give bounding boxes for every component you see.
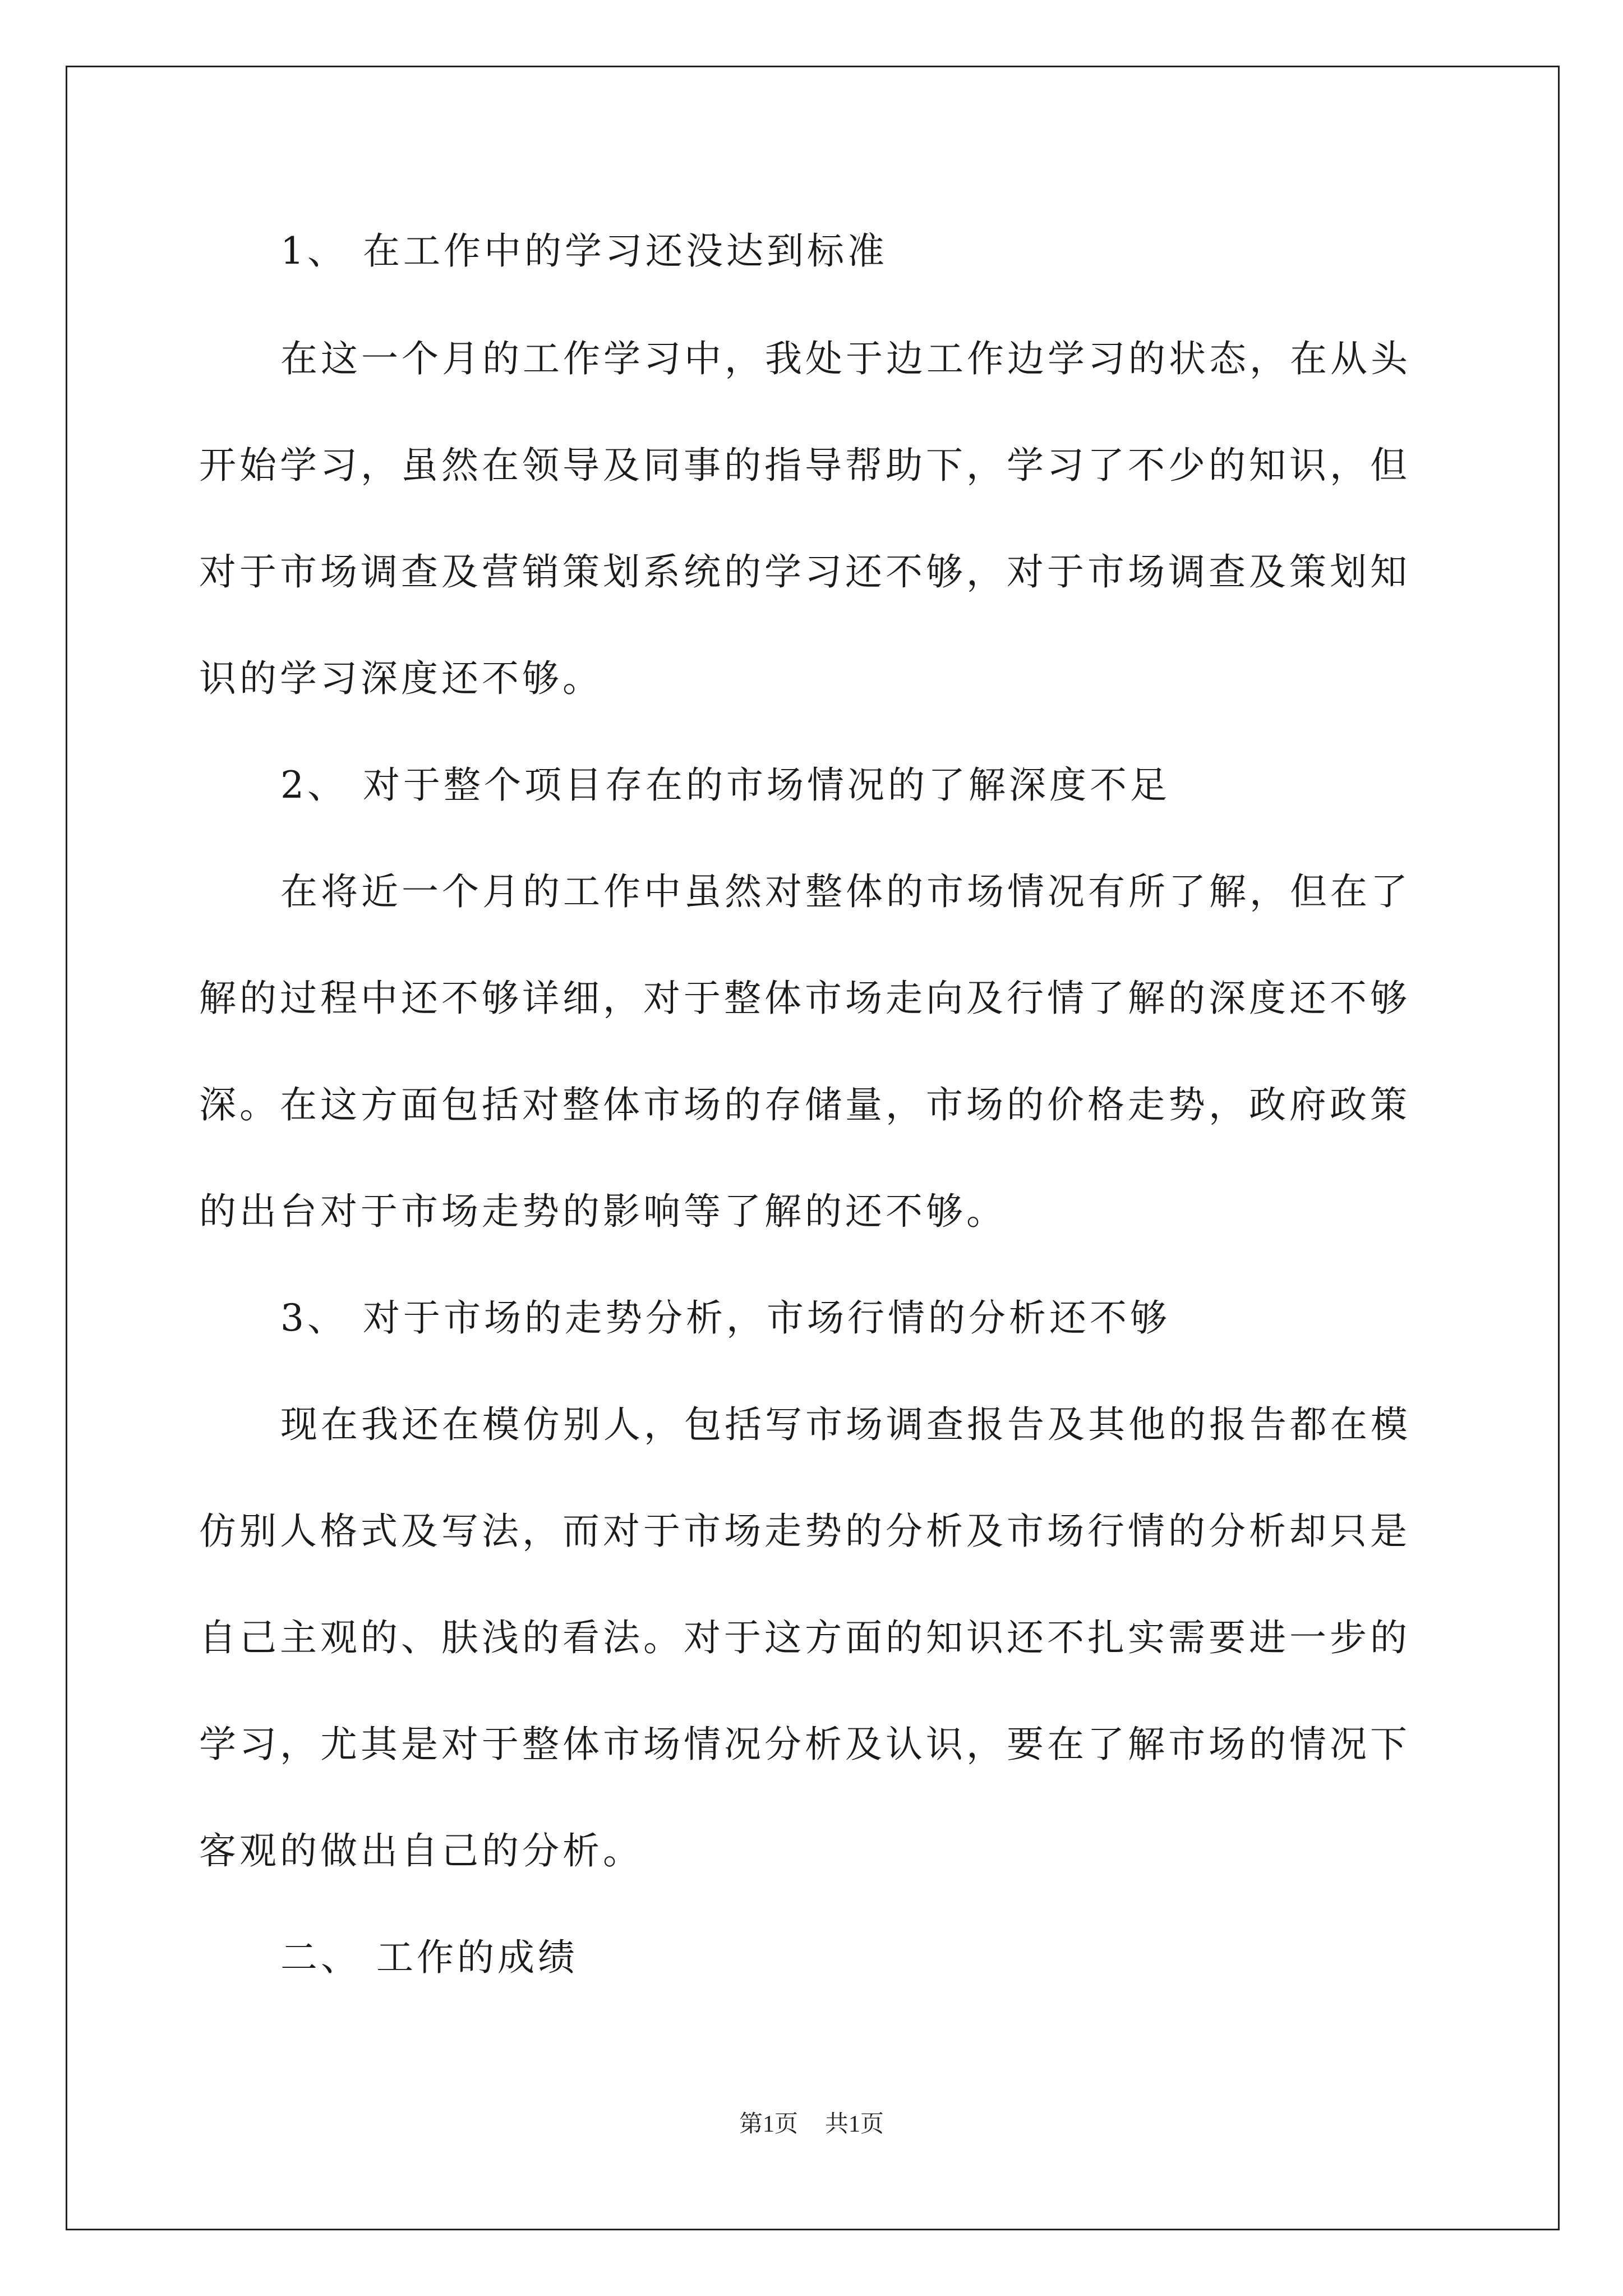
- paragraph-line: 仿别人格式及写法，而对于市场走势的分析及市场行情的分析却只是: [199, 1510, 1410, 1553]
- paragraph-line: 学习，尤其是对于整体市场情况分析及认识，要在了解市场的情况下: [199, 1723, 1410, 1766]
- paragraph-line: 解的过程中还不够详细，对于整体市场走向及行情了解的深度还不够: [199, 977, 1410, 1020]
- paragraph-line: 的出台对于市场走势的影响等了解的还不够。: [199, 1190, 1007, 1233]
- paragraph-line: 开始学习，虽然在领导及同事的指导帮助下，学习了不少的知识，但: [199, 444, 1410, 487]
- page-number-total: 共1页: [825, 2111, 884, 2137]
- section-heading: 2、 对于整个项目存在的市场情况的了解深度不足: [280, 763, 1170, 807]
- paragraph-line: 识的学习深度还不够。: [199, 657, 603, 700]
- paragraph-line: 客观的做出自己的分析。: [199, 1829, 643, 1872]
- paragraph-line: 在将近一个月的工作中虽然对整体的市场情况有所了解，但在了: [280, 870, 1411, 913]
- section-heading: 3、 对于市场的走势分析，市场行情的分析还不够: [280, 1296, 1170, 1340]
- paragraph-line: 自己主观的、肤浅的看法。对于这方面的知识还不扎实需要进一步的: [199, 1616, 1410, 1659]
- paragraph-line: 对于市场调查及营销策划系统的学习还不够，对于市场调查及策划知: [199, 550, 1410, 593]
- section-heading: 二、 工作的成绩: [280, 1936, 578, 1979]
- paragraph-line: 深。在这方面包括对整体市场的存储量，市场的价格走势，政府政策: [199, 1083, 1410, 1126]
- section-heading: 1、 在工作中的学习还没达到标准: [280, 229, 888, 273]
- paragraph-line: 现在我还在模仿别人，包括写市场调查报告及其他的报告都在模: [280, 1403, 1411, 1446]
- page-number-current: 第1页: [739, 2111, 798, 2137]
- page-border: [66, 66, 1560, 2230]
- paragraph-line: 在这一个月的工作学习中，我处于边工作边学习的状态，在从头: [280, 337, 1411, 380]
- page-footer: [0, 2110, 1623, 2138]
